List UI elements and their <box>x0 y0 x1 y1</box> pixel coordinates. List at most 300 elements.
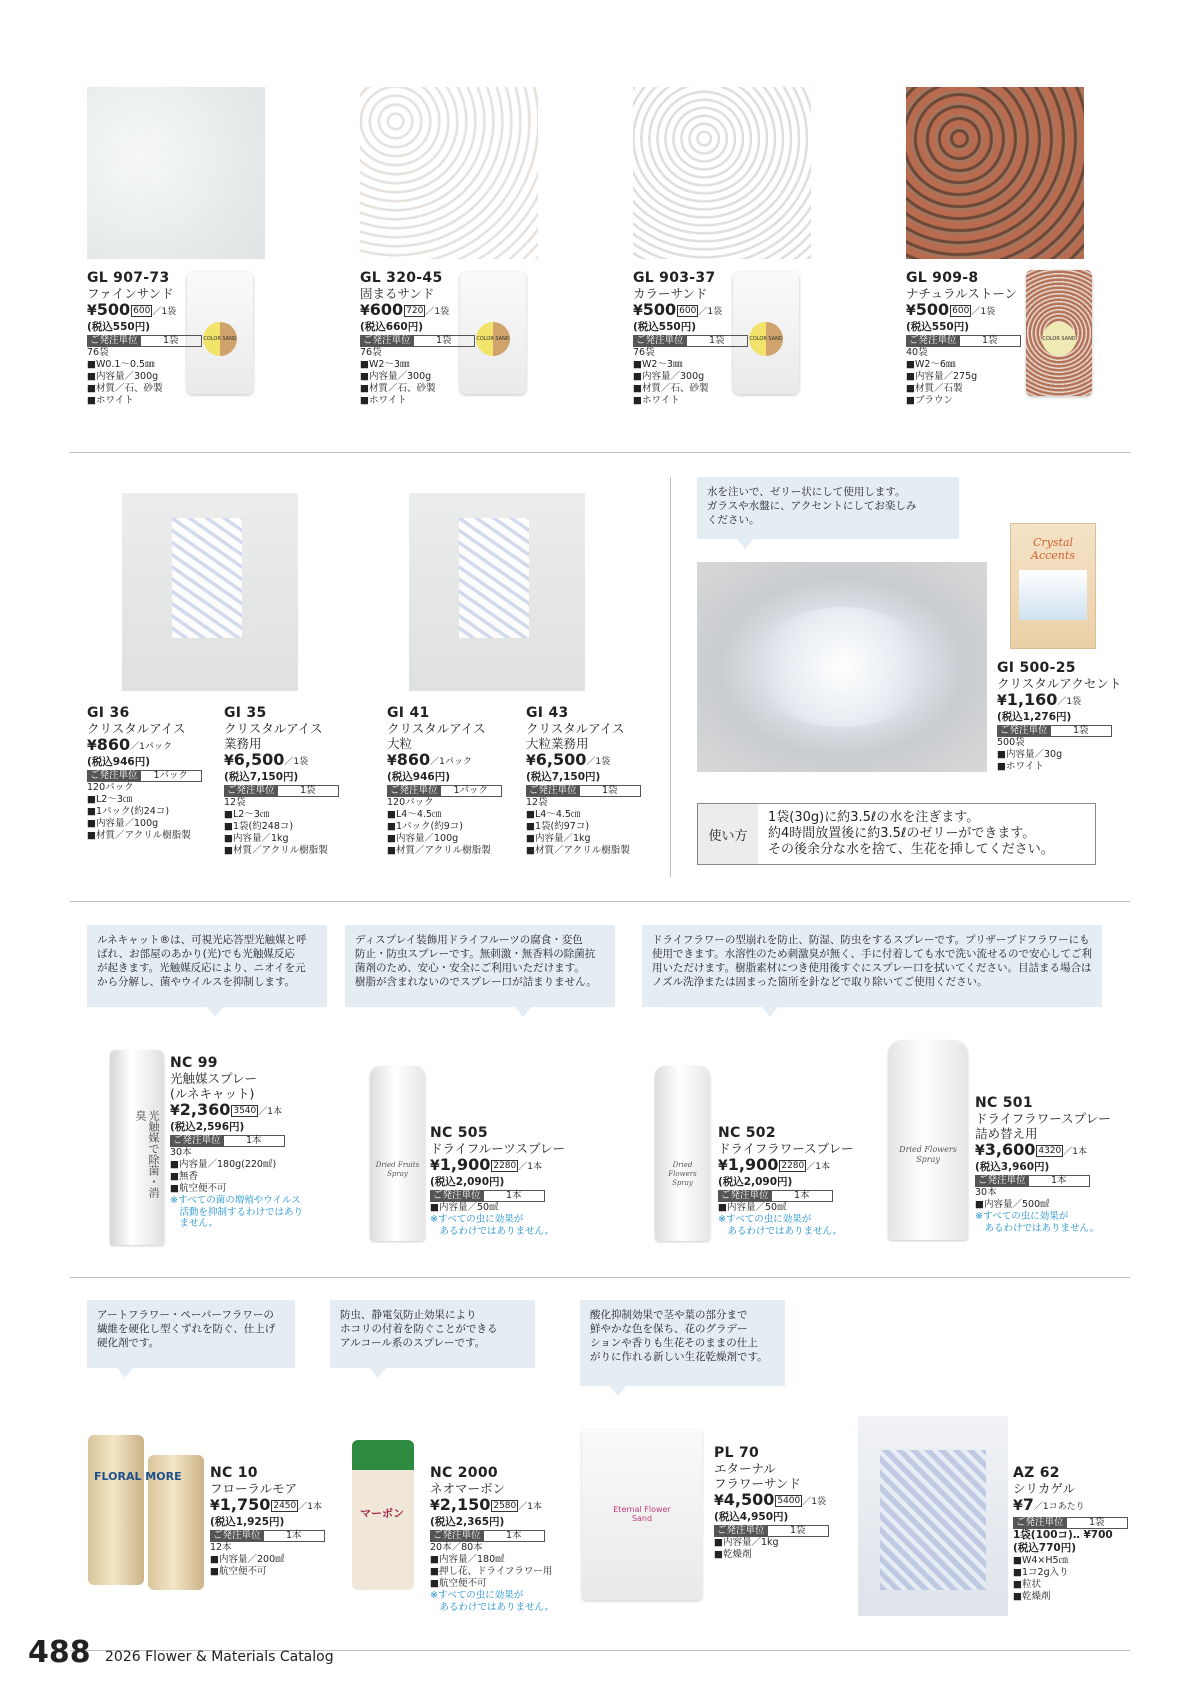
product-name: フラワーサンド <box>714 1476 801 1491</box>
product-price: ¥500 600 ／1袋 <box>87 300 177 319</box>
price-value: 600 <box>369 300 404 319</box>
product-info <box>1013 1465 1148 1603</box>
tax-price: (税込4,950円) <box>714 1511 789 1523</box>
order-unit <box>430 1530 545 1542</box>
price-value: 860 <box>96 735 131 754</box>
spec-line: ■内容量／275g <box>906 371 978 382</box>
spec-line: ■乾燥剤 <box>1013 1591 1051 1602</box>
order-unit-value: 1本 <box>264 1530 325 1542</box>
price-value: 500 <box>642 300 677 319</box>
spec-line: ■航空便不可 <box>210 1566 267 1577</box>
spec-line: ■L4～4.5㎝ <box>387 809 442 820</box>
spec-line: ■材質／石、砂製 <box>87 383 163 394</box>
price-value: 1,750 <box>219 1495 271 1514</box>
bubble-line: がりに作れる新しい生花乾燥剤です。 <box>590 1351 768 1363</box>
order-unit <box>360 335 475 347</box>
pack-qty: 40袋 <box>906 347 928 358</box>
note-line: ※すべての虫に効果が <box>975 1211 1069 1222</box>
product-photo <box>122 493 298 691</box>
ice-bag <box>459 518 529 638</box>
order-unit-label: ご発注単位 <box>975 1175 1029 1187</box>
note-line: ※すべての虫に効果が <box>718 1214 812 1225</box>
price-unit: ／1本 <box>298 1502 322 1512</box>
order-unit-value: 1本 <box>1029 1175 1090 1187</box>
product-info <box>87 270 212 407</box>
pack-qty: 120パック <box>387 797 434 808</box>
tax-price: (税込7,150円) <box>224 771 299 783</box>
crystal-accent-photo <box>697 562 987 772</box>
order-unit <box>526 785 641 797</box>
usage-line: その後余分な水を捨て、生花を挿してください。 <box>768 842 1054 857</box>
can-text: マーボン <box>360 1507 404 1520</box>
product-price: ¥1,750 2450 ／1本 <box>210 1495 322 1514</box>
spec-line: ■航空便不可 <box>170 1183 227 1194</box>
order-unit-label: ご発注単位 <box>430 1190 484 1202</box>
bubble-line: 樹脂が含まれないのでスプレー口が詰まりません。 <box>355 976 597 988</box>
order-unit <box>1013 1517 1128 1529</box>
order-unit-value: 1袋 <box>141 335 202 347</box>
pack-qty: 76袋 <box>633 347 655 358</box>
ice-bag <box>172 518 242 638</box>
product-info <box>387 705 517 857</box>
bubble-line: ばれ、お部屋のあかり(光)でも光触媒反応 <box>97 948 295 960</box>
bubble-line: ディスプレイ装飾用ドライフルーツの腐食・変色 <box>355 934 583 946</box>
product-name: 業務用 <box>224 736 262 751</box>
order-unit-label: ご発注単位 <box>633 335 687 347</box>
product-name: クリスタルアクセント <box>997 676 1122 691</box>
catalog-title: 2026 Flower & Materials Catalog <box>105 1649 334 1665</box>
product-price: ¥1,900 2280 ／1本 <box>430 1155 542 1174</box>
pack-qty: 76袋 <box>360 347 382 358</box>
note-line: ません。 <box>170 1218 219 1229</box>
can-text: FLORAL MORE <box>94 1470 182 1483</box>
bubble-line: ションや香りも生花そのままの仕上 <box>590 1337 758 1349</box>
package-label: COLOR SAND <box>476 322 510 356</box>
product-name: シリカゲル <box>1013 1481 1076 1496</box>
package-label: COLOR SAND <box>203 322 237 356</box>
spec-line: ■材質／石、砂製 <box>360 383 436 394</box>
note-line: あるわけではありません。 <box>430 1225 555 1237</box>
spec-line: ■ブラウン <box>906 395 953 406</box>
usage-line: 1袋(30g)に約3.5ℓの水を注ぎます。 <box>768 810 980 825</box>
tax-price: (税込3,960円) <box>975 1161 1050 1173</box>
tax-price: (税込550円) <box>633 321 697 333</box>
order-unit-label: ご発注単位 <box>87 335 141 347</box>
bottle-label: Dried Flowers Spray <box>899 1145 957 1164</box>
spec-line: ■W0.1～0.5㎜ <box>87 359 155 370</box>
refill-bottle <box>888 1040 968 1240</box>
price-unit: ／1本 <box>258 1107 282 1117</box>
order-unit-value: 1袋 <box>580 785 641 797</box>
package-label: COLOR SAND <box>1042 322 1076 356</box>
product-name: ファインサンド <box>87 286 174 301</box>
crystal-accent-bubble <box>697 477 959 539</box>
product-name: カラーサンド <box>633 286 708 301</box>
order-unit-value: 1パック <box>441 785 502 797</box>
product-price: ¥860／1パック <box>87 735 172 754</box>
list-price: 2450 <box>273 1501 297 1511</box>
spec-line: ■内容量／50㎖ <box>430 1202 499 1213</box>
product-name: 大粒 <box>387 736 413 751</box>
price-value: 2,150 <box>439 1495 491 1514</box>
crystal-accent-package <box>1010 523 1096 649</box>
spec-line: ■材質／石製 <box>906 383 963 394</box>
spec-line: ■1パック(約9コ) <box>387 821 463 832</box>
order-unit <box>87 335 202 347</box>
order-unit-value: 1本 <box>484 1190 545 1202</box>
order-unit-value: 1本 <box>772 1190 833 1202</box>
silica-packs <box>880 1450 986 1590</box>
product-name: 固まるサンド <box>360 286 435 301</box>
product-price: ¥1,160／1袋 <box>997 690 1082 709</box>
order-unit-label: ご発注単位 <box>224 785 278 797</box>
package-title: Crystal Accents <box>1031 536 1075 562</box>
spray-bottle <box>370 1066 425 1241</box>
order-unit-label: ご発注単位 <box>87 770 141 782</box>
bubble-line: ガラスや水盤に、アクセントにしてお楽しみ <box>707 500 917 512</box>
product-info <box>210 1465 350 1578</box>
price-unit: ／1パック <box>130 742 172 752</box>
product-code: NC 501 <box>975 1095 1033 1111</box>
product-price: ¥500 600 ／1袋 <box>633 300 723 319</box>
order-unit <box>387 785 502 797</box>
product-code: GL 320-45 <box>360 270 443 286</box>
bulk-tax: (税込770円) <box>1013 1542 1077 1554</box>
page-number: 488 <box>28 1635 91 1670</box>
divider <box>70 901 1130 902</box>
description-bubble <box>580 1300 785 1386</box>
product-price: ¥3,600 4320 ／1本 <box>975 1140 1087 1159</box>
usage-header: 使い方 <box>698 804 758 864</box>
product-code: GL 903-37 <box>633 270 716 286</box>
bubble-line: 防虫、静電気防止効果により <box>340 1309 477 1321</box>
product-info <box>714 1445 864 1561</box>
product-code: GI 500-25 <box>997 660 1076 676</box>
order-unit-label: ご発注単位 <box>360 335 414 347</box>
divider <box>70 1277 1130 1278</box>
product-price: ¥6,500／1袋 <box>526 750 611 769</box>
spec-line: ■L2～3㎝ <box>224 809 270 820</box>
pack-qty: 500袋 <box>997 737 1025 748</box>
product-code: GI 36 <box>87 705 130 721</box>
tax-price: (税込1,925円) <box>210 1516 285 1528</box>
bottle-label: Dried Flowers Spray <box>668 1161 697 1187</box>
product-price: ¥6,500／1袋 <box>224 750 309 769</box>
note-line: ※すべての虫に効果が <box>430 1214 524 1225</box>
bubble-line: アルコール系のスプレーです。 <box>340 1337 486 1349</box>
order-unit <box>224 785 339 797</box>
product-price: ¥860／1パック <box>387 750 472 769</box>
note-line: あるわけではありません。 <box>718 1225 843 1237</box>
list-price: 600 <box>952 306 970 316</box>
order-unit-value: 1本 <box>484 1530 545 1542</box>
price-value: 2,360 <box>179 1100 231 1119</box>
order-unit <box>633 335 748 347</box>
order-unit-label: ご発注単位 <box>430 1530 484 1542</box>
product-info <box>360 270 485 407</box>
product-info <box>170 1055 310 1230</box>
order-unit-label: ご発注単位 <box>906 335 960 347</box>
product-info <box>633 270 758 407</box>
spec-line: ■ホワイト <box>633 395 680 406</box>
spec-line: ■W2～6㎜ <box>906 359 956 370</box>
order-unit-label: ご発注単位 <box>526 785 580 797</box>
product-code: GL 909-8 <box>906 270 979 286</box>
bubble-line: 酸化抑制効果で茎や葉の部分まで <box>590 1309 748 1321</box>
spec-line: ■内容量／1kg <box>714 1537 779 1548</box>
product-name: ネオマーボン <box>430 1481 506 1496</box>
package-photo <box>1026 270 1092 396</box>
product-code: NC 502 <box>718 1125 776 1141</box>
order-unit-label: ご発注単位 <box>387 785 441 797</box>
spec-line: ■1袋(約97コ) <box>526 821 590 832</box>
spec-line: ■材質／アクリル樹脂製 <box>526 845 630 856</box>
spec-line: ■内容量／300g <box>360 371 432 382</box>
order-unit <box>430 1190 545 1202</box>
product-name: (ルネキャット) <box>170 1086 255 1101</box>
spec-line: ■内容量／50㎖ <box>718 1202 787 1213</box>
order-unit <box>714 1525 829 1537</box>
product-photo <box>409 493 585 691</box>
description-bubble <box>345 925 615 1007</box>
spec-line: ■1コ2g入り <box>1013 1567 1069 1578</box>
product-photo <box>87 87 265 259</box>
product-info <box>718 1125 868 1237</box>
order-unit-label: ご発注単位 <box>718 1190 772 1202</box>
spec-line: ■押し花、ドライフラワー用 <box>430 1566 553 1577</box>
product-code: NC 505 <box>430 1125 488 1141</box>
tax-price: (税込2,090円) <box>718 1176 793 1188</box>
spec-line: ■ホワイト <box>360 395 407 406</box>
aerosol-can <box>88 1435 144 1585</box>
bubble-line: 鮮やかな色を保ち、花のグラデー <box>590 1323 748 1335</box>
list-price: 3540 <box>233 1106 257 1116</box>
bubble-line: 硬化剤です。 <box>97 1337 160 1349</box>
product-price: ¥2,360 3540 ／1本 <box>170 1100 282 1119</box>
order-unit <box>906 335 1021 347</box>
bubble-line: 繊維を硬化し型くずれを防ぐ、仕上げ <box>97 1323 276 1335</box>
list-price: 5400 <box>777 1496 801 1506</box>
spec-line: ■内容量／100g <box>87 818 159 829</box>
product-price: ¥2,150 2580 ／1本 <box>430 1495 542 1514</box>
order-unit <box>170 1135 285 1147</box>
price-unit: ／1コあたり <box>1033 1502 1085 1512</box>
product-photo <box>906 87 1084 259</box>
price-value: 860 <box>396 750 431 769</box>
pack-qty: 120パック <box>87 782 134 793</box>
spec-line: ■粒状 <box>1013 1579 1041 1590</box>
order-unit-label: ご発注単位 <box>714 1525 768 1537</box>
product-price: ¥1,900 2280 ／1本 <box>718 1155 830 1174</box>
price-unit: ／1袋 <box>802 1497 826 1507</box>
spec-line: ■W4×H5㎝ <box>1013 1555 1069 1566</box>
spec-line: ■航空便不可 <box>430 1578 487 1589</box>
spec-line: ■W2～3㎜ <box>360 359 410 370</box>
bubble-line: 防止・防虫スプレーです。無刺激・無香料の除菌抗 <box>355 948 596 960</box>
note-line: 活動を抑制するわけではあり <box>170 1206 304 1218</box>
price-value: 3,600 <box>984 1140 1036 1159</box>
order-unit-value: 1袋 <box>414 335 475 347</box>
order-unit-label: ご発注単位 <box>170 1135 224 1147</box>
note-line: ※すべての菌の増殖やウイルス <box>170 1195 301 1206</box>
price-unit: ／1袋 <box>284 757 309 767</box>
product-info <box>224 705 354 857</box>
price-unit: ／1袋 <box>971 307 996 317</box>
list-price: 2280 <box>781 1161 805 1171</box>
price-value: 500 <box>96 300 131 319</box>
product-code: GL 907-73 <box>87 270 170 286</box>
bubble-line: から分解し、菌やウイルスを抑制します。 <box>97 976 296 988</box>
order-unit <box>210 1530 325 1542</box>
spec-line: ■内容量／1kg <box>224 833 289 844</box>
bubble-line: が起きます。光触媒反応により、ニオイを元 <box>97 962 306 974</box>
pack-qty: 12袋 <box>526 797 548 808</box>
price-unit: ／1袋 <box>152 307 177 317</box>
product-name: フローラルモア <box>210 1481 298 1496</box>
bulk-price: 1袋(100コ)‥ ¥700 <box>1013 1529 1113 1541</box>
divider <box>70 452 1130 453</box>
usage-box <box>697 803 1096 865</box>
product-info <box>87 705 217 842</box>
price-unit: ／1パック <box>430 757 472 767</box>
price-unit: ／1本 <box>1063 1147 1087 1157</box>
price-unit: ／1本 <box>806 1162 830 1172</box>
bubble-line: ドライフラワーの型崩れを防止、防湿、防虫をするスプレーです。プリザーブドフラワーにも使用できます。水溶性のため刺激臭が無く、手に付着しても水で洗い流せるので安心してご利用いただけます。樹脂素材につき使用後すぐにスプレー口を拭いてください。目詰まる場合はノズル洗浄または固まった箇所を針などで取り除いてご使用ください。 <box>652 934 1092 988</box>
price-unit: ／1本 <box>518 1162 542 1172</box>
product-price: ¥600 720 ／1袋 <box>360 300 450 319</box>
price-unit: ／1袋 <box>698 307 723 317</box>
tax-price: (税込946円) <box>87 756 151 768</box>
spec-line: ■ホワイト <box>87 395 134 406</box>
spec-line: ■W2～3㎜ <box>633 359 683 370</box>
note-line: あるわけではありません。 <box>975 1222 1100 1234</box>
crystal-accent-info <box>997 660 1167 773</box>
product-name: エターナル <box>714 1461 776 1476</box>
usage-line: 約4時間放置後に約3.5ℓのゼリーができます。 <box>768 826 1036 841</box>
list-price: 720 <box>406 306 424 316</box>
description-bubble <box>87 1300 295 1368</box>
bottle-label: Dried Fruits Spray <box>375 1161 420 1178</box>
product-info <box>975 1095 1125 1234</box>
pack-qty: 76袋 <box>87 347 109 358</box>
description-bubble <box>642 925 1102 1007</box>
divider <box>670 477 671 877</box>
order-unit-label: ご発注単位 <box>210 1530 264 1542</box>
tax-price: (税込2,090円) <box>430 1176 505 1188</box>
tax-price: (税込7,150円) <box>526 771 601 783</box>
price-value: 500 <box>915 300 950 319</box>
spec-line: ■内容量／300g <box>87 371 159 382</box>
product-price: ¥7／1コあたり <box>1013 1495 1085 1514</box>
note-line: ※すべての虫に効果が <box>430 1590 524 1601</box>
tax-price: (税込2,596円) <box>170 1121 245 1133</box>
spec-line: ■内容量／200㎖ <box>210 1554 285 1565</box>
spec-line: ■内容量／500㎖ <box>975 1199 1050 1210</box>
order-unit-value: 1袋 <box>278 785 339 797</box>
order-unit <box>87 770 202 782</box>
price-value: 1,900 <box>439 1155 491 1174</box>
pack-qty: 30本 <box>170 1147 192 1158</box>
bubble-line: アートフラワー・ペーパーフラワーの <box>97 1309 274 1321</box>
product-code: NC 2000 <box>430 1465 498 1481</box>
price-unit: ／1袋 <box>586 757 611 767</box>
product-code: NC 10 <box>210 1465 258 1481</box>
product-code: AZ 62 <box>1013 1465 1060 1481</box>
spec-line: ■内容量／180g(220㎖) <box>170 1159 277 1170</box>
product-name: クリスタルアイス <box>224 721 323 736</box>
product-info <box>430 1125 570 1237</box>
spec-line: ■1袋(約248コ) <box>224 821 294 832</box>
product-name: クリスタルアイス <box>387 721 486 736</box>
product-name: 光触媒スプレー <box>170 1071 258 1086</box>
description-bubble <box>87 925 327 1007</box>
bubble-line: ホコリの付着を防ぐことができる <box>340 1323 498 1335</box>
price-value: 1,900 <box>727 1155 779 1174</box>
product-photo <box>360 87 538 259</box>
list-price: 2280 <box>493 1161 517 1171</box>
can-text: 光触媒で除菌・消臭 <box>134 1110 160 1198</box>
tax-price: (税込550円) <box>906 321 970 333</box>
product-info <box>526 705 656 857</box>
order-unit-value: 1袋 <box>960 335 1021 347</box>
product-info <box>430 1465 580 1613</box>
pack-qty: 12袋 <box>224 797 246 808</box>
product-code: PL 70 <box>714 1445 760 1461</box>
list-price: 2580 <box>493 1501 517 1511</box>
order-unit: ご発注単位 1袋 <box>997 725 1112 737</box>
product-info <box>906 270 1031 407</box>
product-price: ¥500 600 ／1袋 <box>906 300 996 319</box>
list-price: 600 <box>679 306 697 316</box>
spec-line: ■材質／アクリル樹脂製 <box>387 845 491 856</box>
tax-price: (税込550円) <box>87 321 151 333</box>
spec-line: ■内容量／30g <box>997 749 1063 760</box>
bubble-line: ルネキャット®は、可視光応答型光触媒と呼 <box>97 934 307 946</box>
spec-line: ■無香 <box>170 1171 198 1182</box>
tax-price: (税込946円) <box>387 771 451 783</box>
product-photo <box>633 87 811 259</box>
price-value: 7 <box>1022 1495 1034 1514</box>
price-value: 6,500 <box>535 750 587 769</box>
spec-line: ■内容量／300g <box>633 371 705 382</box>
product-name: ナチュラルストーン <box>906 286 1018 301</box>
product-code: GI 43 <box>526 705 569 721</box>
bubble-line: 水を注いで、ゼリー状にして使用します。 <box>707 486 906 498</box>
spec-line: ■材質／アクリル樹脂製 <box>224 845 328 856</box>
product-name: 大粒業務用 <box>526 736 589 751</box>
pack-qty: 20本／80本 <box>430 1542 483 1553</box>
price-unit: ／1本 <box>518 1502 542 1512</box>
bag-label: Eternal Flower Sand <box>613 1505 671 1523</box>
bubble-line: ください。 <box>707 514 760 526</box>
product-name: クリスタルアイス <box>526 721 625 736</box>
price-unit: ／1袋 <box>425 307 450 317</box>
spec-line: ■ホワイト <box>997 761 1044 772</box>
spec-line: ■内容量／180㎖ <box>430 1554 505 1565</box>
product-name: 詰め替え用 <box>975 1126 1038 1141</box>
spec-line: ■乾燥剤 <box>714 1549 752 1560</box>
order-unit-label: ご発注単位 <box>1013 1517 1067 1529</box>
spray-bottle <box>655 1066 710 1241</box>
tax-price: (税込2,365円) <box>430 1516 505 1528</box>
product-name: ドライフルーツスプレー <box>430 1141 566 1156</box>
spec-line: ■材質／アクリル樹脂製 <box>87 830 191 841</box>
package-label: COLOR SAND <box>749 322 783 356</box>
product-name: ドライフラワースプレー <box>975 1111 1111 1126</box>
note-line: あるわけではありません。 <box>430 1601 555 1613</box>
product-price: ¥4,500 5400 ／1袋 <box>714 1490 826 1509</box>
order-unit-value: 1袋 <box>687 335 748 347</box>
